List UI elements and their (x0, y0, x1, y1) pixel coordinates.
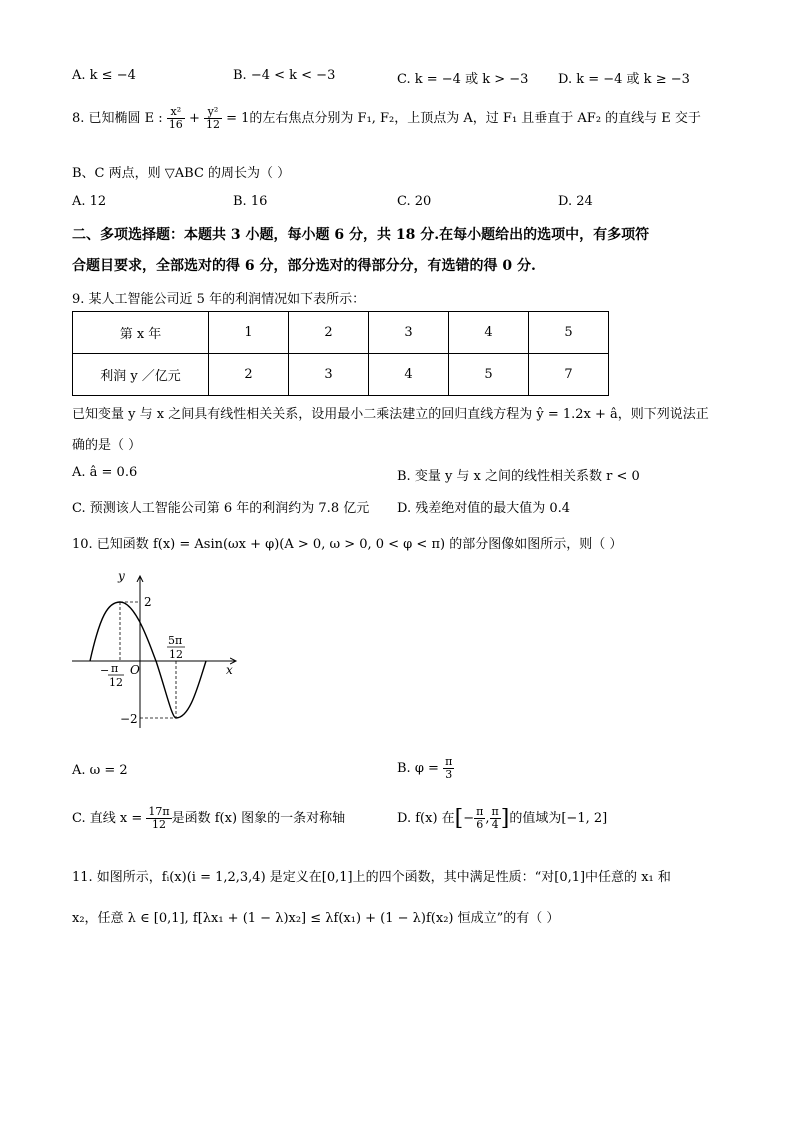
q10-option-b-prefix: B. φ = (397, 761, 444, 776)
q11-line1: 11. 如图所示，fᵢ(x)(i = 1,2,3,4) 是定义在[0,1]上的四个函数，其中满足性质：“对[0,1]中任意的 x₁ 和 (72, 870, 671, 885)
table-cell: 4 (449, 312, 529, 354)
y-axis-label: y (118, 569, 125, 583)
q8-frac-y: $\frac{\text{y²}}{12}$ (205, 105, 220, 131)
q11-line2: x₂，任意 λ ∈ [0,1], f[λx₁ + (1 − λ)x₂] ≤ λf(x₁) + (1 − λ)f(x₂) 恒成立”的有（ ） (72, 911, 560, 926)
table-row (73, 354, 609, 396)
q8-option-d: D. 24 (558, 194, 593, 209)
q9-after-line1: 已知变量 y 与 x 之间具有线性相关关系，设用最小二乘法建立的回归直线方程为 ŷ = 1.2x + â，则下列说法正 (72, 407, 709, 422)
q8-frac-x: $\frac{\text{x²}}{16}$ (168, 105, 183, 131)
q7-option-b: B. −4 < k < −3 (233, 68, 336, 83)
q7-option-c: C. k = −4 或 k > −3 (397, 72, 529, 87)
q9-after-line2: 确的是（ ） (72, 438, 142, 453)
q9-stem: 9. 某人工智能公司近 5 年的利润情况如下表所示： (72, 292, 366, 307)
q10-option-c-suffix: 是函数 f(x) 图象的一条对称轴 (171, 811, 346, 826)
q9-option-d: D. 残差绝对值的最大值为 0.4 (397, 501, 571, 516)
q8-stem: 8. 已知椭圆 E : $\frac{\text{x²}}{16}$ + $\frac{\text{y²}}{12}$ = 1的左右焦点分别为 F₁, F₂，上顶点为 A，过 F₁ 且垂直于 AF₂ 的直线与 E 交于 (72, 105, 701, 131)
section2-heading-line1: 二、多项选择题：本题共 3 小题，每小题 6 分，共 18 分.在每小题给出的选项中，有多项符 (72, 227, 650, 243)
q8-stem-line2: B、C 两点，则 ▽ABC 的周长为（ ） (72, 166, 291, 181)
table-cell: 4 (369, 354, 449, 396)
q10-option-d-suffix: 的值域为[−1, 2] (509, 811, 608, 826)
q9-option-b: B. 变量 y 与 x 之间的线性相关系数 r < 0 (397, 469, 640, 484)
q7-option-d: D. k = −4 或 k ≥ −3 (558, 72, 690, 87)
q10-stem: 10. 已知函数 f(x) = Asin(ωx + φ)(A > 0, ω > 0, 0 < φ < π) 的部分图像如图所示，则（ ） (72, 537, 623, 552)
x-axis-label: x (226, 663, 233, 677)
table-header-year: 第 x 年 (73, 312, 209, 354)
tick-left-num: π (111, 662, 119, 675)
q10-option-b (397, 756, 454, 781)
table-cell: 5 (529, 312, 609, 354)
q10-option-d-prefix: D. f(x) 在 (397, 811, 455, 826)
q10-option-d-fraction-a: $\frac{\pi}{6}$ (476, 805, 484, 831)
table-header-profit: 利润 y ／亿元 (73, 354, 209, 396)
tick-right-den: 12 (169, 648, 183, 661)
tick-left-sign: − (100, 664, 110, 677)
q10-option-c-prefix: C. 直线 x = (72, 811, 147, 826)
q10-option-b-fraction: $\frac{\pi}{3}$ (445, 755, 453, 781)
min-label: −2 (120, 712, 138, 726)
sine-curve (90, 602, 206, 718)
q10-option-a: A. ω = 2 (72, 763, 128, 778)
table-cell: 3 (369, 312, 449, 354)
q8-option-a: A. 12 (72, 194, 107, 209)
max-label: 2 (144, 595, 152, 609)
tick-left-den: 12 (109, 676, 123, 689)
table-cell: 7 (529, 354, 609, 396)
table-cell: 1 (209, 312, 289, 354)
table-cell: 2 (209, 354, 289, 396)
q9-option-c: C. 预测该人工智能公司第 6 年的利润约为 7.8 亿元 (72, 501, 370, 516)
q8-option-c: C. 20 (397, 194, 432, 209)
q8-stem-suffix: = 1的左右焦点分别为 F₁, F₂，上顶点为 A，过 F₁ 且垂直于 AF₂ 的直线与 E 交于 (221, 111, 701, 126)
origin-label: O (130, 663, 140, 677)
tick-right-num: 5π (168, 634, 183, 647)
profit-table (72, 311, 609, 396)
table-cell: 5 (449, 354, 529, 396)
q7-option-a: A. k ≤ −4 (72, 68, 136, 83)
q9-option-a: A. â = 0.6 (72, 465, 138, 480)
section2-heading-line2: 合题目要求，全部选对的得 6 分，部分选对的得部分分，有选错的得 0 分. (72, 258, 536, 274)
table-cell: 2 (289, 312, 369, 354)
table-cell: 3 (289, 354, 369, 396)
q8-stem-prefix: 8. 已知椭圆 E : (72, 111, 167, 126)
q8-option-b: B. 16 (233, 194, 268, 209)
q10-option-d: D. f(x) 在[− $\frac{\pi}{6}$ , $\frac{\pi}{4}$ ]的值域为[−1, 2] (397, 805, 608, 831)
sine-graph (64, 566, 244, 736)
q10-option-d-fraction-b: $\frac{\pi}{4}$ (491, 805, 499, 831)
q10-option-c-fraction: $\frac{17\pi}{12}$ (148, 805, 170, 831)
table-row (73, 312, 609, 354)
q10-option-c (72, 806, 345, 831)
